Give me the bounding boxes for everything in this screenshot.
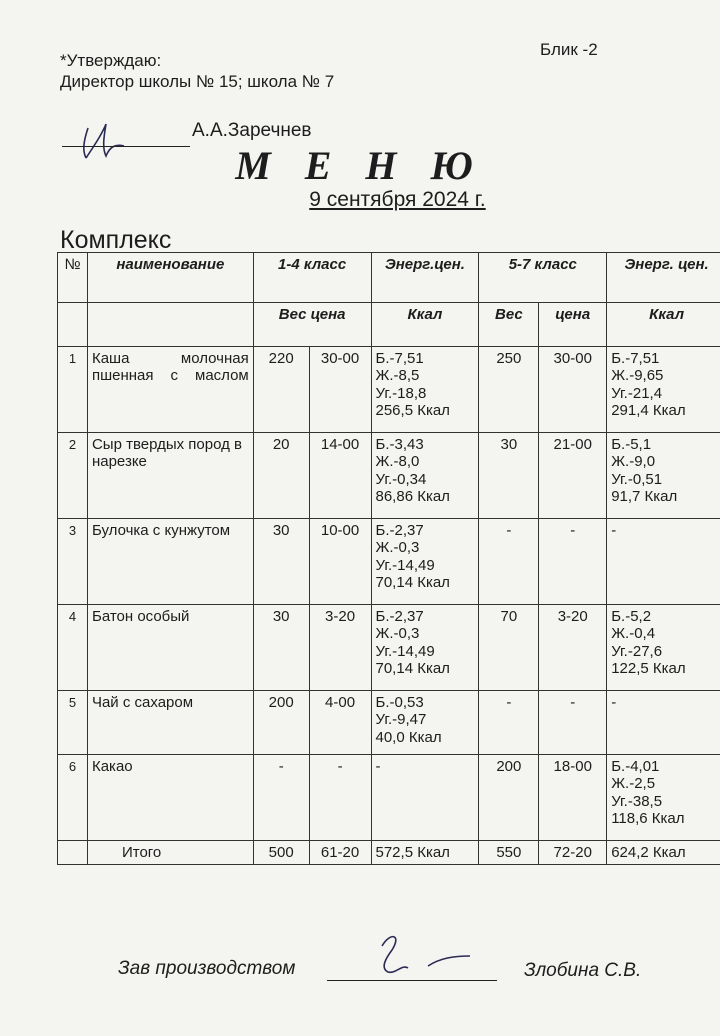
price-5-7: 18-00 bbox=[539, 755, 607, 841]
energy-1-4 bbox=[371, 519, 479, 605]
energy-line: Уг.-38,5 bbox=[611, 792, 663, 810]
energy-5-7 bbox=[607, 691, 720, 755]
price-1-4: 4-00 bbox=[309, 691, 371, 755]
weight-1-4: 30 bbox=[253, 605, 309, 691]
energy-line: 291,4 Ккал bbox=[611, 401, 686, 419]
energy-line: Ж.-0,4 bbox=[611, 625, 656, 643]
energy-line: Ж.-8,5 bbox=[375, 367, 420, 385]
energy-1-4 bbox=[371, 433, 479, 519]
energy-5-7 bbox=[607, 519, 720, 605]
energy-line: Б.-7,51 bbox=[375, 350, 424, 367]
energy-line: Уг.-9,47 bbox=[375, 711, 427, 729]
row-number: 5 bbox=[58, 691, 88, 755]
table-row bbox=[58, 605, 720, 691]
weight-1-4: 220 bbox=[253, 347, 309, 433]
price-5-7: - bbox=[539, 691, 607, 755]
energy-line: Б.-2,37 bbox=[375, 522, 424, 539]
director-name: А.А.Заречнев bbox=[192, 120, 312, 141]
approve-label: *Утверждаю: bbox=[60, 51, 162, 70]
total-weight-1: 500 bbox=[253, 841, 309, 865]
weight-1-4: 200 bbox=[253, 691, 309, 755]
header-energy-1: Энерг.цен. bbox=[371, 253, 479, 303]
energy-line: Уг.-0,34 bbox=[375, 470, 427, 488]
weight-5-7: 70 bbox=[479, 605, 539, 691]
weight-5-7: - bbox=[479, 519, 539, 605]
energy-line: Ж.-0,3 bbox=[375, 625, 420, 643]
footer-signature-line bbox=[327, 980, 497, 981]
energy-line: Ж.-9,0 bbox=[611, 453, 656, 471]
row-number: 2 bbox=[58, 433, 88, 519]
energy-line: 122,5 Ккал bbox=[611, 659, 686, 677]
total-price-1: 61-20 bbox=[309, 841, 371, 865]
weight-5-7: - bbox=[479, 691, 539, 755]
approval-block bbox=[60, 50, 334, 92]
energy-line: Б.-2,37 bbox=[375, 608, 424, 625]
price-5-7: 3-20 bbox=[539, 605, 607, 691]
header-weight: Вес bbox=[479, 303, 539, 347]
energy-line: 70,14 Ккал bbox=[375, 573, 450, 591]
subheader-empty-name bbox=[87, 303, 253, 347]
weight-1-4: 20 bbox=[253, 433, 309, 519]
energy-5-7 bbox=[607, 433, 720, 519]
energy-line: Б.-7,51 bbox=[611, 350, 660, 367]
dish-name: Батон особый bbox=[87, 605, 253, 691]
energy-5-7 bbox=[607, 347, 720, 433]
price-1-4: - bbox=[309, 755, 371, 841]
energy-line: Уг.-14,49 bbox=[375, 642, 435, 660]
header-kcal-1: Ккал bbox=[371, 303, 479, 347]
energy-line: Ж.-8,0 bbox=[375, 453, 420, 471]
header-name: наименование bbox=[87, 253, 253, 303]
energy-line: 256,5 Ккал bbox=[375, 401, 450, 419]
total-energy-2: 624,2 Ккал bbox=[607, 841, 720, 865]
energy-1-4 bbox=[371, 347, 479, 433]
energy-line: Б.-4,01 bbox=[611, 758, 660, 775]
dish-name: Чай с сахаром bbox=[87, 691, 253, 755]
price-1-4: 14-00 bbox=[309, 433, 371, 519]
energy-line: Уг.-27,6 bbox=[611, 642, 663, 660]
price-1-4: 3-20 bbox=[309, 605, 371, 691]
table-row bbox=[58, 755, 720, 841]
table-row bbox=[58, 691, 720, 755]
menu-date: 9 сентября 2024 г. bbox=[309, 188, 486, 211]
energy-line: Уг.-21,4 bbox=[611, 384, 663, 402]
section-title: Комплекс bbox=[60, 226, 172, 254]
header-price: цена bbox=[539, 303, 607, 347]
weight-1-4: - bbox=[253, 755, 309, 841]
energy-line: Ж.-9,65 bbox=[611, 367, 664, 385]
energy-1-4 bbox=[371, 755, 479, 841]
total-weight-2: 550 bbox=[479, 841, 539, 865]
energy-line: - bbox=[611, 694, 617, 711]
energy-line: - bbox=[375, 758, 381, 775]
dish-name: Булочка с кунжутом bbox=[87, 519, 253, 605]
weight-1-4: 30 bbox=[253, 519, 309, 605]
header-energy-2: Энерг. цен. bbox=[607, 253, 720, 303]
energy-line: Уг.-14,49 bbox=[375, 556, 435, 574]
header-weight-price: Вес цена bbox=[253, 303, 371, 347]
price-1-4: 10-00 bbox=[309, 519, 371, 605]
total-label: Итого bbox=[87, 841, 253, 865]
energy-line: Б.-3,43 bbox=[375, 436, 424, 453]
table-subheader-row bbox=[58, 303, 720, 347]
total-empty bbox=[58, 841, 88, 865]
price-5-7: 30-00 bbox=[539, 347, 607, 433]
footer-signature bbox=[368, 928, 488, 978]
blik-label: Блик -2 bbox=[540, 40, 598, 59]
subheader-empty-num bbox=[58, 303, 88, 347]
table-row bbox=[58, 347, 720, 433]
dish-name: Сыр твердых пород в нарезке bbox=[87, 433, 253, 519]
table-row bbox=[58, 433, 720, 519]
price-5-7: - bbox=[539, 519, 607, 605]
row-number: 4 bbox=[58, 605, 88, 691]
menu-title: М Е Н Ю bbox=[235, 143, 485, 188]
energy-line: - bbox=[611, 522, 617, 539]
header-kcal-2: Ккал bbox=[607, 303, 720, 347]
header-class-1-4: 1-4 класс bbox=[253, 253, 371, 303]
energy-5-7 bbox=[607, 755, 720, 841]
total-energy-1: 572,5 Ккал bbox=[371, 841, 479, 865]
header-class-5-7: 5-7 класс bbox=[479, 253, 607, 303]
header-num: № bbox=[58, 253, 88, 303]
energy-1-4 bbox=[371, 605, 479, 691]
row-number: 6 bbox=[58, 755, 88, 841]
row-number: 3 bbox=[58, 519, 88, 605]
energy-line: 91,7 Ккал bbox=[611, 487, 678, 505]
director-position: Директор школы № 15; школа № 7 bbox=[60, 72, 335, 91]
energy-line: Б.-5,2 bbox=[611, 608, 652, 625]
footer-name: Злобина С.В. bbox=[524, 960, 642, 981]
dish-name: Какао bbox=[87, 755, 253, 841]
energy-line: 118,6 Ккал bbox=[611, 809, 685, 827]
energy-line: Уг.-18,8 bbox=[375, 384, 427, 402]
energy-line: Б.-5,1 bbox=[611, 436, 652, 453]
weight-5-7: 200 bbox=[479, 755, 539, 841]
weight-5-7: 250 bbox=[479, 347, 539, 433]
menu-table bbox=[57, 252, 720, 865]
footer-position: Зав производством bbox=[118, 958, 296, 979]
table-header-row bbox=[58, 253, 720, 303]
dish-name: Каша молочная пшенная с маслом bbox=[87, 347, 253, 433]
energy-line: 86,86 Ккал bbox=[375, 487, 450, 505]
energy-1-4 bbox=[371, 691, 479, 755]
price-5-7: 21-00 bbox=[539, 433, 607, 519]
energy-line: 70,14 Ккал bbox=[375, 659, 450, 677]
total-row bbox=[58, 841, 720, 865]
price-1-4: 30-00 bbox=[309, 347, 371, 433]
weight-5-7: 30 bbox=[479, 433, 539, 519]
energy-line: Ж.-0,3 bbox=[375, 539, 420, 557]
total-price-2: 72-20 bbox=[539, 841, 607, 865]
energy-5-7 bbox=[607, 605, 720, 691]
energy-line: Уг.-0,51 bbox=[611, 470, 663, 488]
row-number: 1 bbox=[58, 347, 88, 433]
energy-line: Ж.-2,5 bbox=[611, 775, 656, 793]
energy-line: Б.-0,53 bbox=[375, 694, 424, 711]
energy-line: 40,0 Ккал bbox=[375, 728, 442, 746]
table-row bbox=[58, 519, 720, 605]
